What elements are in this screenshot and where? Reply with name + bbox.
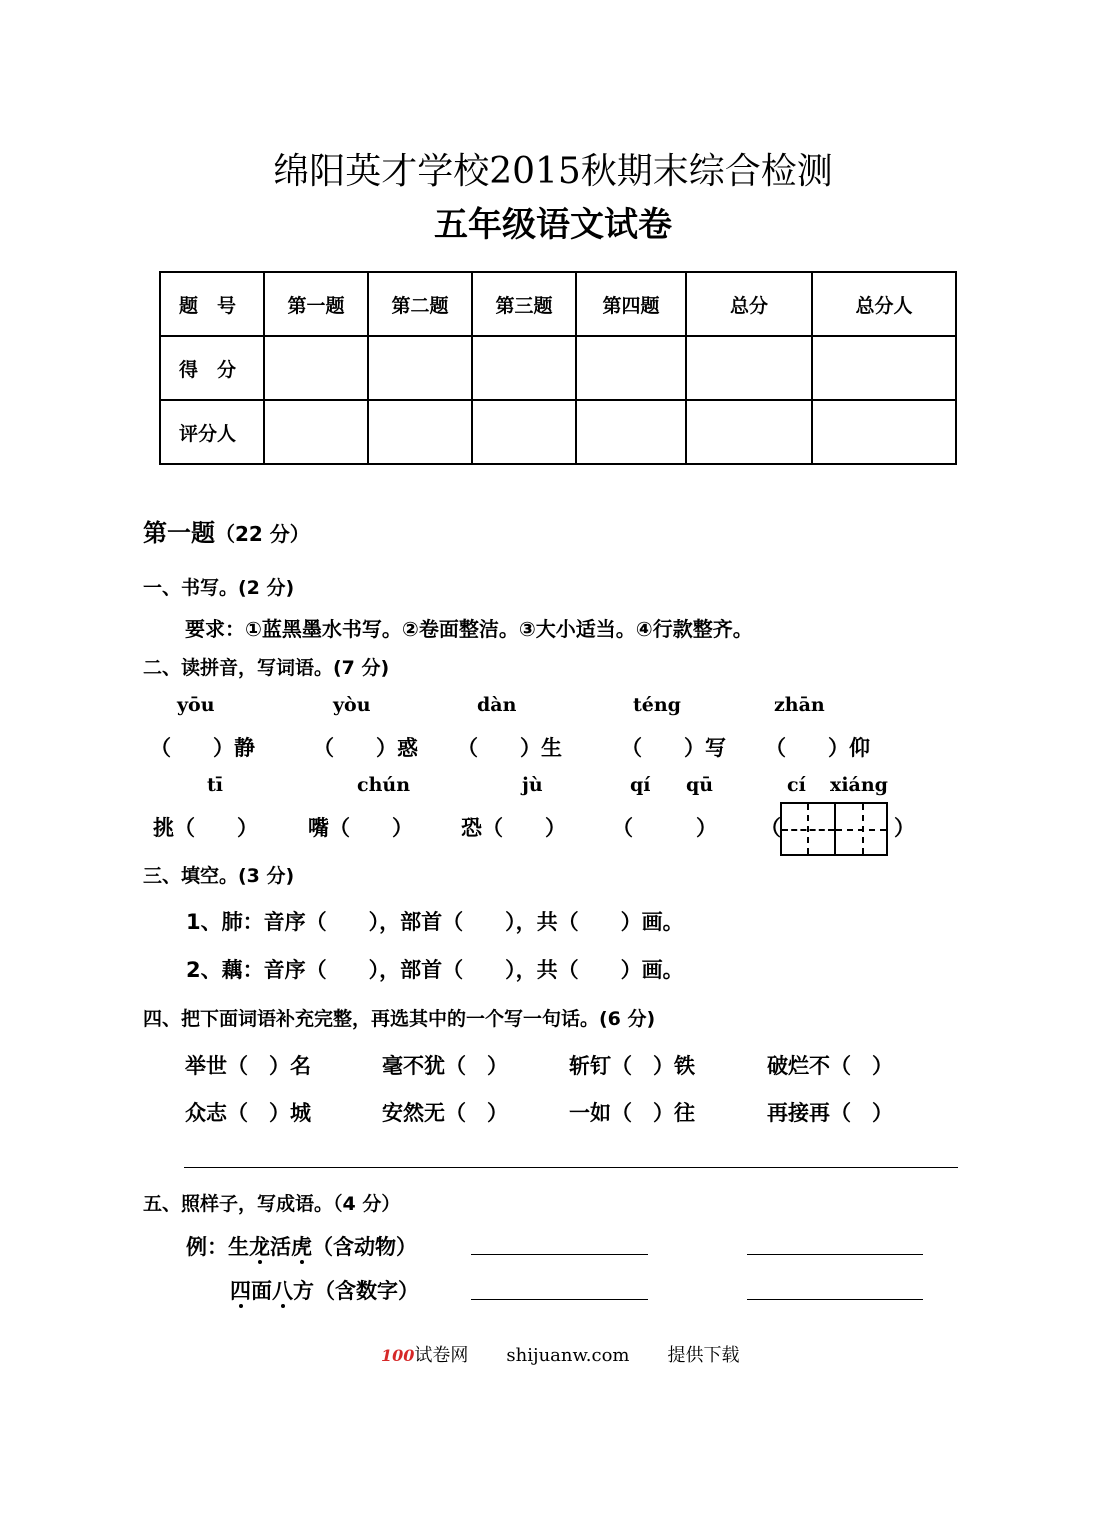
score-cell[interactable] (686, 336, 812, 400)
idiom-blank[interactable]: 再接再（ ） (767, 1101, 893, 1125)
idiom-blank[interactable]: 举世（ ）名 (185, 1054, 311, 1078)
writing-requirement: 要求：①蓝黑墨水书写。②卷面整洁。③大小适当。④行款整齐。 (185, 617, 753, 641)
answer-blank[interactable]: （ ） (612, 816, 717, 840)
idiom-char: 面 (251, 1279, 272, 1303)
character-writing-grid[interactable] (780, 802, 888, 856)
bracket-open: （ (760, 816, 781, 840)
answer-line[interactable] (471, 1254, 648, 1255)
answer-blank[interactable]: （ ）写 (621, 736, 726, 760)
score-cell[interactable] (812, 336, 956, 400)
grid-guide (807, 804, 809, 854)
footer (381, 1341, 739, 1367)
grader-cell[interactable] (264, 400, 368, 464)
example-note: （含数字） (314, 1279, 419, 1303)
pinyin: téng (633, 694, 681, 716)
table-header-cell: 总分人 (812, 272, 956, 336)
grid-guide (862, 804, 864, 854)
score-cell[interactable] (368, 336, 472, 400)
section-heading (143, 513, 310, 548)
pinyin: xiáng (830, 774, 888, 796)
idiom-char: 生 (228, 1235, 249, 1259)
pinyin: chún (357, 774, 411, 796)
table-header-cell: 题 号 (160, 272, 264, 336)
score-cell[interactable] (264, 336, 368, 400)
score-row (160, 336, 956, 400)
idiom-char-marked: 四 (230, 1279, 251, 1303)
pinyin: qí (630, 774, 651, 796)
idiom-blank[interactable]: 众志（ ）城 (185, 1101, 311, 1125)
pinyin: yòu (333, 694, 371, 716)
answer-line[interactable] (747, 1254, 923, 1255)
section-points: （22 分） (215, 522, 310, 546)
question-4-title: 四、把下面词语补充完整，再选其中的一个写一句话。(6 分) (143, 1008, 656, 1030)
question-3-title: 三、填空。(3 分) (143, 865, 295, 887)
section-title: 第一题 (143, 519, 215, 547)
idiom-char-marked: 虎 (291, 1235, 312, 1259)
answer-line[interactable] (471, 1299, 648, 1300)
grader-row (160, 400, 956, 464)
pinyin: yōu (177, 694, 215, 716)
idiom-blank[interactable]: 斩钉（ ）铁 (569, 1054, 695, 1078)
site-url[interactable]: shijuanw.com (506, 1345, 630, 1366)
exam-paper-title: 五年级语文试卷 (434, 205, 672, 245)
pinyin: cí (787, 774, 806, 796)
footer-suffix: 提供下载 (667, 1345, 740, 1366)
exam-school-title: 绵阳英才学校2015秋期末综合检测 (273, 151, 833, 192)
answer-blank[interactable]: 挑（ ） (153, 816, 258, 840)
bracket-close: ） (894, 816, 915, 840)
pinyin: jù (522, 774, 543, 796)
row-label: 评分人 (160, 400, 264, 464)
idiom-char-marked: 八 (272, 1279, 293, 1303)
pinyin: qū (686, 774, 714, 796)
answer-blank[interactable]: （ ）仰 (765, 736, 870, 760)
row-label: 得 分 (160, 336, 264, 400)
score-cell[interactable] (576, 336, 686, 400)
example-row-1 (186, 1231, 417, 1261)
idiom-char-marked: 龙 (249, 1235, 270, 1259)
score-table (159, 271, 957, 465)
example-row-2 (230, 1275, 419, 1305)
score-cell[interactable] (472, 336, 576, 400)
fill-in-item[interactable]: 1、肺：音序（ ），部首（ ），共（ ）画。 (186, 910, 684, 934)
idiom-char: 方 (293, 1279, 314, 1303)
table-header-cell: 第四题 (576, 272, 686, 336)
grader-cell[interactable] (472, 400, 576, 464)
pinyin: tī (207, 774, 223, 796)
example-note: （含动物） (312, 1235, 417, 1259)
idiom-blank[interactable]: 一如（ ）往 (569, 1101, 695, 1125)
answer-blank[interactable]: （ ）惑 (313, 736, 418, 760)
grader-cell[interactable] (812, 400, 956, 464)
answer-blank[interactable]: （ ）静 (150, 736, 255, 760)
pinyin: zhān (774, 694, 825, 716)
fill-in-item[interactable]: 2、藕：音序（ ），部首（ ），共（ ）画。 (186, 958, 684, 982)
table-header-cell: 第一题 (264, 272, 368, 336)
idiom-blank[interactable]: 安然无（ ） (382, 1101, 508, 1125)
score-table-header-row (160, 272, 956, 336)
answer-blank[interactable]: （ ）生 (457, 736, 562, 760)
question-2-title: 二、读拼音，写词语。(7 分) (143, 657, 390, 679)
pinyin: dàn (477, 694, 517, 716)
site-logo: 100 (381, 1346, 415, 1365)
table-header-cell: 总分 (686, 272, 812, 336)
question-5-title: 五、照样子，写成语。（4 分） (143, 1193, 401, 1215)
grader-cell[interactable] (576, 400, 686, 464)
grader-cell[interactable] (686, 400, 812, 464)
grader-cell[interactable] (368, 400, 472, 464)
idiom-char: 活 (270, 1235, 291, 1259)
table-header-cell: 第二题 (368, 272, 472, 336)
answer-blank[interactable]: 恐（ ） (461, 816, 566, 840)
idiom-blank[interactable]: 破烂不（ ） (767, 1054, 893, 1078)
table-header-cell: 第三题 (472, 272, 576, 336)
answer-blank[interactable]: 嘴（ ） (308, 816, 413, 840)
question-1-title: 一、书写。(2 分) (143, 577, 295, 599)
example-label: 例： (186, 1235, 228, 1259)
site-name: 试卷网 (414, 1345, 469, 1366)
grid-guide (836, 829, 886, 831)
idiom-blank[interactable]: 毫不犹（ ） (382, 1054, 508, 1078)
answer-line[interactable] (747, 1299, 923, 1300)
sentence-answer-line[interactable] (184, 1167, 958, 1168)
